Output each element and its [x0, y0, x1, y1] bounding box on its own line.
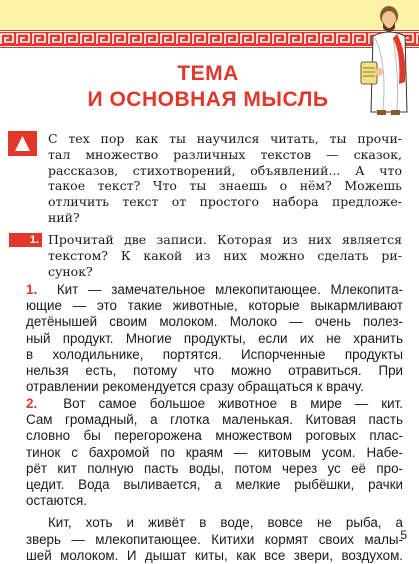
record-line: остаются. [26, 493, 87, 509]
record-2-para2-first: Кит, хоть и живёт в воде, вовсе не рыба, а [48, 515, 403, 531]
warning-triangle-icon [8, 131, 37, 156]
task-line: текстом? К какой из них можно сделать ри- [48, 247, 402, 263]
record-line: в холодильнике, портятся. Испорченные продукты [26, 346, 403, 362]
record-line: отравлении рекомендуется сразу обращаться к врачу. [26, 379, 364, 395]
record-line: Сам громадный, а глотка маленькая. Китовая пасть [26, 412, 403, 428]
task-paragraph [48, 232, 402, 279]
record-line: ющие — это такие животные, которые выкармливают [26, 298, 403, 314]
page-title-line1: ТЕМА [177, 62, 239, 85]
record-line: зверь — млекопитающее. Китихи кормят своих малы- [26, 531, 403, 547]
greek-philosopher-illustration [353, 2, 415, 122]
task-line: Прочитай две записи. Которая из них является [48, 232, 402, 247]
record-line: рёт кит полную пасть воды, потом через ус её про- [26, 460, 403, 476]
record-1-label: 1. [26, 282, 38, 297]
page-number: 5 [400, 528, 407, 542]
intro-line: рассказов, стихотворений, объявлений... А что [48, 162, 402, 178]
record-2-first-line: 2. Вот самое большое животное в мире — кит. [26, 396, 403, 411]
page-title-line2: И ОСНОВНАЯ МЫСЛЬ [87, 88, 329, 111]
intro-line: такое текст? Что ты знаешь о нём? Можешь [48, 178, 402, 194]
record-line: детёнышей своим молоком. Молоко — очень полез- [26, 314, 403, 330]
record-line: ный продукт. Многие продукты, если их не хранить [26, 330, 403, 346]
record-line: словно бы перегорожена множеством роговых плас- [26, 428, 403, 444]
record-2-label: 2. [26, 396, 38, 411]
record-1-first-line: 1. Кит — замечательное млекопитающее. Млекопита- [26, 282, 403, 297]
intro-line: отличить текст от простого набора предложе- [48, 194, 402, 210]
record-1 [26, 282, 403, 395]
task-line: сунок? [48, 263, 93, 279]
intro-line: С тех пор как ты научился читать, ты прочи- [48, 131, 402, 146]
record-2 [26, 396, 403, 564]
task-number-badge: 1. [9, 233, 42, 247]
record-line: цедит. Вода выливается, а мелкие рыбёшки, рачки [26, 477, 403, 493]
intro-paragraph [48, 131, 402, 226]
record-line: тинок с бахромой по краям — китовым усом. Набе- [26, 444, 403, 460]
intro-line: тал множество различных текстов — сказок, [48, 146, 402, 162]
intro-line: ний? [48, 209, 80, 225]
record-line: нельзя есть, потому что можно отравиться. При [26, 363, 403, 379]
record-line: шей молоком. И дышат киты, как все звери, воздухом. [26, 547, 403, 563]
